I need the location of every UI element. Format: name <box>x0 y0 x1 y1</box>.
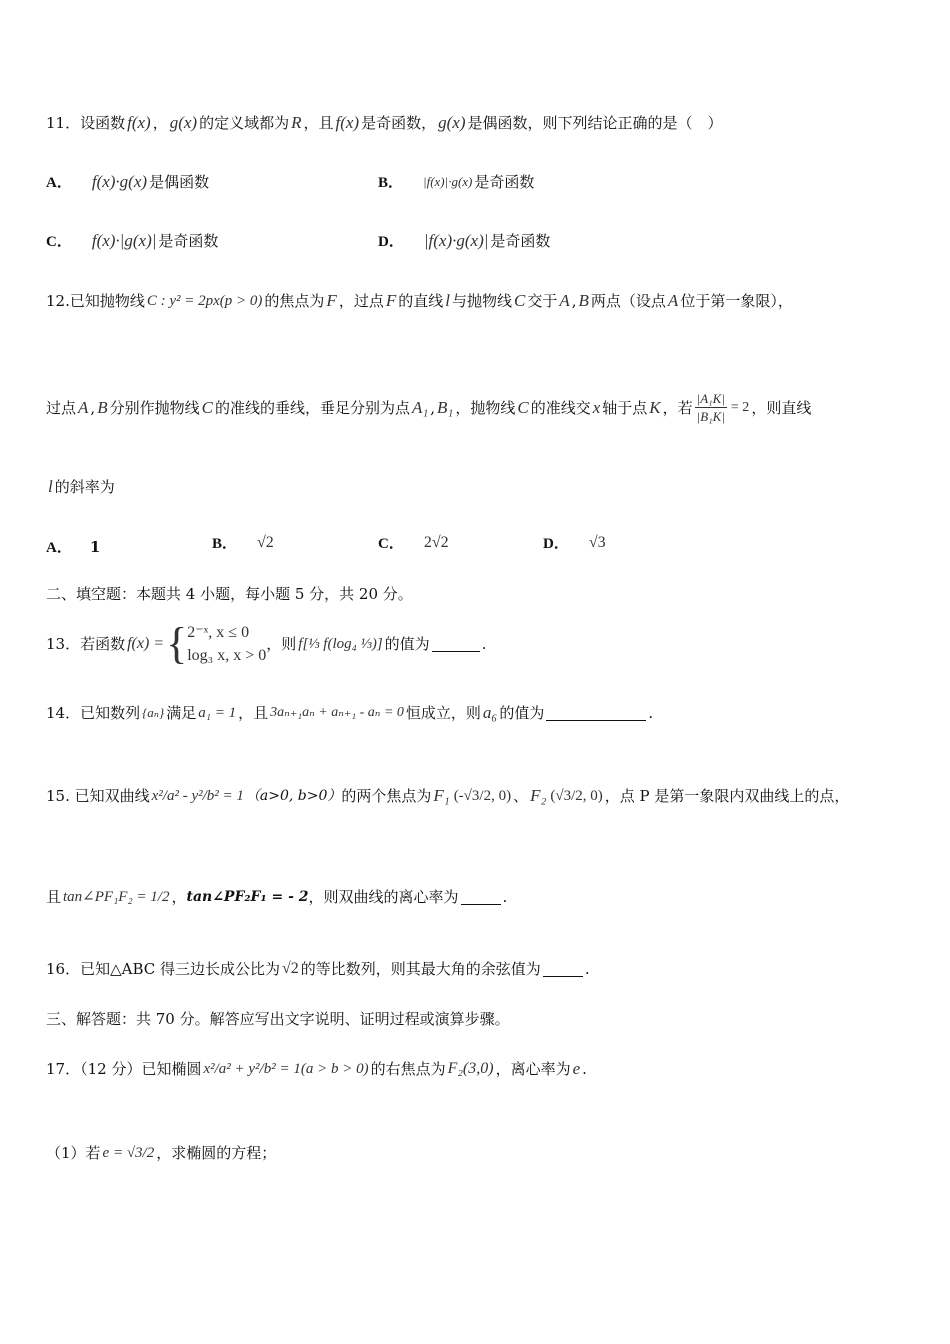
q12-text-h: 位于第一象限）， <box>680 292 793 310</box>
q15-text-a: 15. 已知双曲线 <box>46 787 150 805</box>
q14-rel: 3aₙ₊₁aₙ + aₙ₊₁ - aₙ = 0 <box>270 705 404 720</box>
section-3-text: 三、解答题：共 70 分。解答应写出文字说明、证明过程或演算步骤。 <box>46 1010 510 1028</box>
q15-F1-coords: (-√3/2, 0) <box>453 788 512 804</box>
q12-stem-line3 <box>46 476 910 498</box>
q11-option-b-text: 是奇函数 <box>474 173 535 191</box>
q15-tan1: tan∠PF₁F₂ = 1/2 <box>63 889 170 905</box>
q11-option-b-label: B． <box>378 175 404 191</box>
q11-text-b: 的定义域都为 <box>199 114 290 132</box>
q12-line3: 的斜率为 <box>54 478 115 496</box>
q11-option-b-expr: |f(x)|·g(x) <box>423 173 473 189</box>
q11-text-c: ，且 <box>303 114 334 132</box>
q11-option-c-expr: f(x)·|g(x)| <box>91 230 157 250</box>
q17-part1-a: （1）若 <box>46 1144 101 1162</box>
q12-ratio-den: |B₁K| <box>696 409 725 424</box>
q15-F2: F₂ <box>530 786 547 805</box>
q12-text-a: 12.已知抛物线 <box>46 292 145 310</box>
q12-A: A <box>559 291 570 310</box>
q14-text-c: ，且 <box>238 704 269 722</box>
q17-part1-e: e = √3/2 <box>102 1145 155 1161</box>
q11-stem: 11．设函数 f(x) ， g(x) 的定义域都为 R ，且 f(x) 是奇函数， g(x) 是偶函数，则下列结论正确的是（ ） <box>46 113 723 132</box>
q14-seq: {aₙ} <box>142 705 165 720</box>
q12-stem-line1: 12.已知抛物线 C : y² = 2px(p > 0) 的焦点为 F ，过点 F 的直线 l 与抛物线 C 交于 A , B 两点（设点 A 位于第一象限）， <box>46 291 793 310</box>
q12-option-d <box>543 532 608 553</box>
q15-line2-c: ，则双曲线的离心率为 <box>308 888 459 906</box>
q17-F2: F₂(3,0) <box>447 1060 494 1077</box>
q12-B: B <box>578 291 589 310</box>
q14-text-a: 14．已知数列 <box>46 704 141 722</box>
q16-ratio: √2 <box>282 960 299 977</box>
q14-stem <box>46 702 910 724</box>
q12-option-b-val: √2 <box>257 533 274 551</box>
q11-option-d-expr: |f(x)·g(x)| <box>423 230 489 250</box>
q13-answer-blank[interactable] <box>432 637 480 652</box>
q12-ratio-num: |A₁K| <box>696 391 725 406</box>
q11-option-a-label: A． <box>46 175 72 191</box>
q15-stem-line1 <box>46 774 910 818</box>
q12-F: F <box>326 291 337 310</box>
q15-line2-b: ， <box>171 888 187 906</box>
q16-answer-blank[interactable] <box>543 962 583 977</box>
q14-answer-blank[interactable] <box>546 706 646 721</box>
q12-C: C <box>513 291 526 310</box>
q17-text-c: ，离心率为 <box>495 1060 571 1078</box>
q12-C-3: C <box>517 397 529 417</box>
q17-e: e <box>572 1059 581 1078</box>
q17-end: . <box>582 1060 587 1078</box>
q13-end: . <box>481 635 487 653</box>
q12-text-g: 两点（设点 <box>590 292 666 310</box>
q15-hyperbola: x²/a² - y²/b² = 1 <box>151 788 244 804</box>
q13-case1: 2⁻ˣ, x ≤ 0 <box>187 624 250 641</box>
q15-cond: （a>0, b>0） <box>245 788 342 804</box>
q13-cases <box>187 621 266 667</box>
q12-option-c-label: C． <box>378 536 404 552</box>
q13-expr: f[⅓ f(log₄ ⅓)] <box>298 636 383 652</box>
q12-ratio-val: = 2 <box>730 399 750 415</box>
q14-text-d: 恒成立，则 <box>405 704 481 722</box>
q12-x: x <box>592 397 601 417</box>
q11-option-d-label: D． <box>378 234 404 250</box>
q16-text-b: 的等比数列，则其最大角的余弦值为 <box>300 960 541 978</box>
q17-text-b: 的右焦点为 <box>370 1060 446 1078</box>
q13-stem <box>46 619 910 668</box>
q12-option-c <box>378 532 451 553</box>
q12-text-e: 与抛物线 <box>451 292 512 310</box>
q11-text-a: 11．设函数 <box>46 114 126 132</box>
q12-option-d-label: D． <box>543 536 569 552</box>
q17-text-a: 17．（12 分）已知椭圆 <box>46 1060 202 1078</box>
q15-stem-line2 <box>46 886 910 908</box>
q11-text-d: 是奇函数， <box>361 114 437 132</box>
q12-C-2: C <box>201 397 213 417</box>
q11-R: R <box>291 113 302 132</box>
q11-g: g(x) <box>169 113 198 132</box>
q12-ratio <box>695 390 727 425</box>
q16-text-a: 16．已知△ABC 得三边长成公比为 <box>46 960 281 978</box>
section-2-text: 二、填空题：本题共 4 小题，每小题 5 分，共 20 分。 <box>46 585 413 603</box>
q12-line2-h: ，则直线 <box>751 398 812 417</box>
q12-line2-c: 的准线的垂线，垂足分别为点 <box>214 398 410 417</box>
q11-option-a <box>46 171 209 192</box>
q14-a6: a₆ <box>482 703 498 722</box>
q17-part1 <box>46 1142 910 1164</box>
q14-text-e: 的值为 <box>499 704 545 722</box>
q12-option-c-val: 2√2 <box>423 533 449 551</box>
q15-sep: 、 <box>513 787 529 805</box>
q16-stem <box>46 958 910 980</box>
q15-F1: F₁ <box>433 786 450 805</box>
q11-option-b <box>378 171 534 192</box>
q12-B-2: B <box>97 397 108 417</box>
section-3-heading <box>46 1008 910 1030</box>
q14-text-b: 满足 <box>166 704 197 722</box>
q11-option-a-text: 是偶函数 <box>149 173 210 191</box>
q11-option-c-label: C． <box>46 234 72 250</box>
q12-l: l <box>445 291 450 310</box>
q13-text-c: 的值为 <box>384 635 430 653</box>
q12-text-c: ，过点 <box>338 292 384 310</box>
q12-text-d: 的直线 <box>398 292 444 310</box>
q11-f: f(x) <box>127 113 151 132</box>
q12-line2-f: 轴于点 <box>602 398 648 417</box>
q13-case2: log₃ x, x > 0 <box>187 647 267 664</box>
q13-text-a: 13．若函数 <box>46 635 126 653</box>
q15-text-c: ，点 P 是第一象限内双曲线上的点， <box>604 787 850 805</box>
q13-fx: f(x) = <box>127 635 165 652</box>
q12-A-3: A <box>78 397 89 417</box>
q11-option-d <box>378 230 550 251</box>
q12-text-b: 的焦点为 <box>264 292 325 310</box>
q13-text-b: ，则 <box>266 635 297 653</box>
q12-line2-b: 分别作抛物线 <box>109 398 200 417</box>
q16-end: . <box>584 960 590 978</box>
q12-option-a-val: 1 <box>89 537 101 556</box>
q12-A-2: A <box>667 291 679 310</box>
q12-K: K <box>649 397 661 417</box>
q17-ellipse: x²/a² + y²/b² = 1(a > b > 0) <box>203 1061 369 1077</box>
q11-option-c <box>46 230 218 251</box>
q14-a1: a₁ = 1 <box>198 705 237 721</box>
q12-stem-line2: 过点 A , B 分别作抛物线 C 的准线的垂线，垂足分别为点 A₁ , B₁ ，抛物线 C 的准线交 x 轴于点 K ，若 $\frac{\text{|A₁K|}}{\text{|B₁K|}}$ = 2 ，则直线 <box>46 391 812 424</box>
q11-option-c-text: 是奇函数 <box>158 232 219 250</box>
q12-line2-a: 过点 <box>46 398 77 417</box>
q11-text-e: 是偶函数，则下列结论正确的是（ ） <box>467 114 723 132</box>
q14-end: . <box>648 704 654 722</box>
q15-line2-a: 且 <box>46 888 62 906</box>
q12-line2-d: ，抛物线 <box>455 398 516 417</box>
q11-f-2: f(x) <box>335 113 360 132</box>
q12-option-a-label: A． <box>46 540 72 556</box>
q12-option-b <box>212 532 276 553</box>
q12-line2-g: ，若 <box>662 398 693 417</box>
q12-parabola: C : y² = 2px(p > 0) <box>146 293 263 309</box>
q15-text-b: 的两个焦点为 <box>341 787 432 805</box>
q13-brace: { <box>166 619 188 668</box>
q17-stem <box>46 1058 910 1080</box>
section-2-heading <box>46 583 910 605</box>
q15-F2-coords: (√3/2, 0) <box>550 788 603 804</box>
q12-l-2: l <box>48 477 53 496</box>
q11-g-2: g(x) <box>438 113 466 132</box>
q11-option-d-text: 是奇函数 <box>490 232 551 250</box>
q12-option-b-label: B． <box>212 536 238 552</box>
q12-line2-e: 的准线交 <box>530 398 591 417</box>
q17-part1-b: ，求椭圆的方程； <box>156 1144 277 1162</box>
q11-option-a-expr: f(x)·g(x) <box>91 171 148 191</box>
q12-option-a <box>46 536 100 557</box>
q12-F-2: F <box>385 291 397 310</box>
q12-A1: A₁ <box>411 397 429 417</box>
q15-answer-blank[interactable] <box>461 890 501 905</box>
q15-tan2: tan∠PF₂F₁ = - 2 <box>186 889 309 905</box>
q12-B1: B₁ <box>437 397 454 417</box>
q12-option-d-val: √3 <box>588 533 606 551</box>
q12-text-f: 交于 <box>527 292 558 310</box>
q15-end: . <box>502 888 508 906</box>
